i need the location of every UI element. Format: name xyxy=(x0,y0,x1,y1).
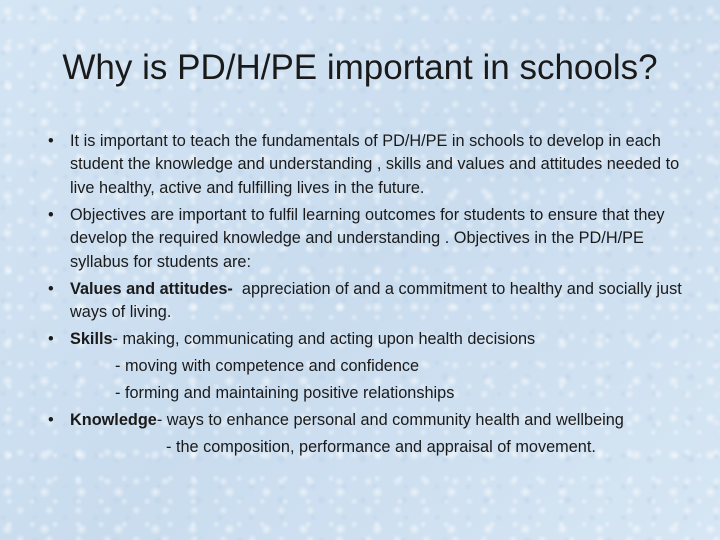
bullet-heading: Values and attitudes- xyxy=(70,279,233,298)
bullet-item xyxy=(48,278,688,325)
bullet-list xyxy=(48,130,688,463)
sub-point: - forming and maintaining positive relationships xyxy=(115,384,455,403)
bullet-heading: Knowledge xyxy=(70,411,157,430)
bullet-dot: • xyxy=(48,205,54,224)
bullet-text: - ways to enhance personal and community health and wellbeing xyxy=(156,411,624,430)
bullet-text: - making, communicating and acting upon health decisions xyxy=(112,330,536,349)
bullet-dot: • xyxy=(48,279,54,298)
bullet-text: appreciation of and a commitment to healthy and socially just ways of living. xyxy=(70,279,687,322)
sub-point: - moving with competence and confidence xyxy=(115,357,420,376)
bullet-dot: • xyxy=(48,411,54,430)
sub-point: - the composition, performance and appraisal of movement. xyxy=(166,438,596,457)
slide-title: Why is PD/H/PE important in schools? xyxy=(62,48,658,87)
bullet-text: It is important to teach the fundamentals of PD/H/PE in schools to develop in each student the knowledge and understanding , skills and values and attitudes needed to live healthy, active and fulfilling lives in the future. xyxy=(70,132,680,197)
bullet-item xyxy=(48,204,688,274)
bullet-heading: Skills xyxy=(70,330,113,349)
bullet-dot: • xyxy=(48,132,54,150)
bullet-item xyxy=(48,130,688,200)
bullet-item xyxy=(48,409,688,432)
bullet-text: Objectives are important to fulfil learning outcomes for students to ensure that they develop the required knowledge and understanding . Objectives in the PD/H/PE syllabus for students are: xyxy=(70,205,665,271)
bullet-item xyxy=(48,328,688,351)
bullet-dot: • xyxy=(48,330,54,349)
